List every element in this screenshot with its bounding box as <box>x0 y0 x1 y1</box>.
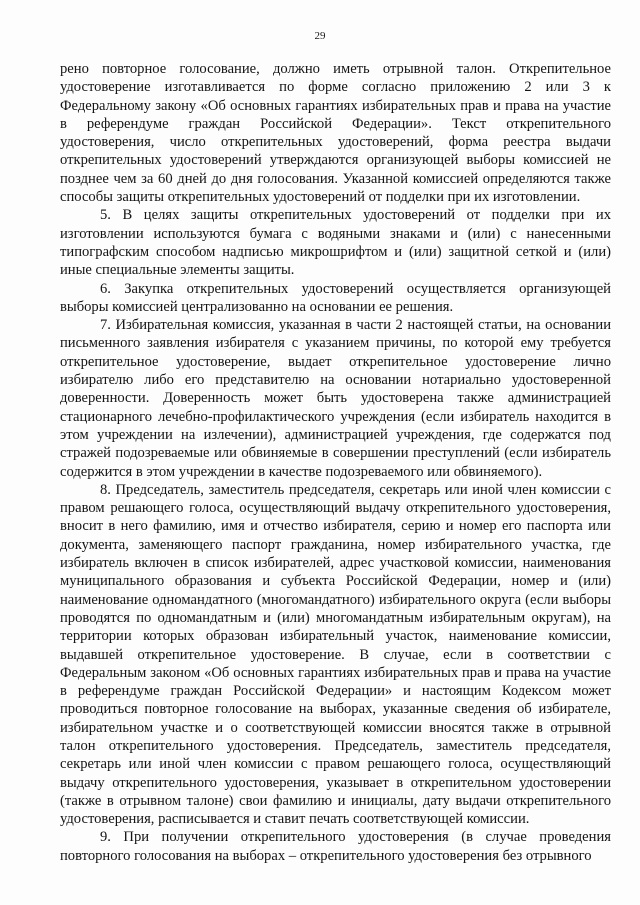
document-body <box>60 60 611 865</box>
paragraph-7: 7. Избирательная комиссия, указанная в части 2 настоящей статьи, на основании письменного заявления избирателя с указанием причины, по которой ему требуется открепительное удостоверение, выдает открепительное удостоверение лично избирателю либо его представителю на основании нотариально удостоверенной доверенности. Доверенность может быть удостоверена также администрацией стационарного лечебно-профилактического учреждения (если избиратель находится в этом учреждении на излечении), администрацией учреждения, где содержатся под стражей подозреваемые или обвиняемые в совершении преступлений (если избиратель содержится в этом учреждении в качестве подозреваемого или обвиняемого). <box>60 317 611 480</box>
paragraph-8: 8. Председатель, заместитель председателя, секретарь или иной член комиссии с правом решающего голоса, осуществляющий выдачу открепительного удостоверения, вносит в него фамилию, имя и отчество избирателя, серию и номер его паспорта или документа, заменяющего паспорт гражданина, номер избирательного участка, где избиратель включен в список избирателей, адрес участковой комиссии, наименования муниципального образования и субъекта Российской Федерации, номер и (или) наименование одномандатного (многомандатного) избирательного округа (если выборы проводятся по одномандатным и (или) многомандатным избирательным округам), на территории которых образован избирательный участок, наименование комиссии, выдавшей открепительное удостоверение. В случае, если в соответствии с Федеральным законом «Об основных гарантиях избирательных прав и права на участие в референдуме граждан Российской Федерации» и настоящим Кодексом может проводиться повторное голосование на выборах, указанные сведения об избирателе, избирательном участке и о соответствующей комиссии вносятся также в отрывной талон открепительного удостоверения. Председатель, заместитель председателя, секретарь или иной член комиссии с правом решающего голоса, осуществляющий выдачу открепительного удостоверения, указывает в открепительном удостоверении (также в отрывном талоне) свои фамилию и инициалы, дату выдачи открепительного удостоверения, расписывается и ставит печать соответствующей комиссии. <box>60 481 611 828</box>
paragraph-9: 9. При получении открепительного удостоверения (в случае проведения повторного голосования на выборах – открепительного удостоверения без отрывного <box>60 829 611 864</box>
paragraph-6: 6. Закупка открепительных удостоверений осуществляется организующей выборы комиссией централизованно на основании ее решения. <box>60 280 611 315</box>
paragraph-5: 5. В целях защиты открепительных удостоверений от подделки при их изготовлении используются бумага с водяными знаками и (или) с нанесенными типографским способом надписью микрошрифтом и (или) защитной сеткой и (или) иные специальные элементы защиты. <box>60 207 611 279</box>
paragraph-continuation: рено повторное голосование, должно иметь отрывной талон. Открепительное удостоверение изготавливается по форме согласно приложению 2 или 3 к Федеральному закону «Об основных гарантиях избирательных прав и права на участие в референдуме граждан Российской Федерации». Текст открепительного удостоверения, число открепительных удостоверений, форма реестра выдачи открепительных удостоверений утверждаются организующей выборы комиссией не позднее чем за 60 дней до дня голосования. Указанной комиссией определяются также способы защиты открепительных удостоверений от подделки при их изготовлении. <box>60 61 611 206</box>
page-number: 29 <box>314 30 326 42</box>
